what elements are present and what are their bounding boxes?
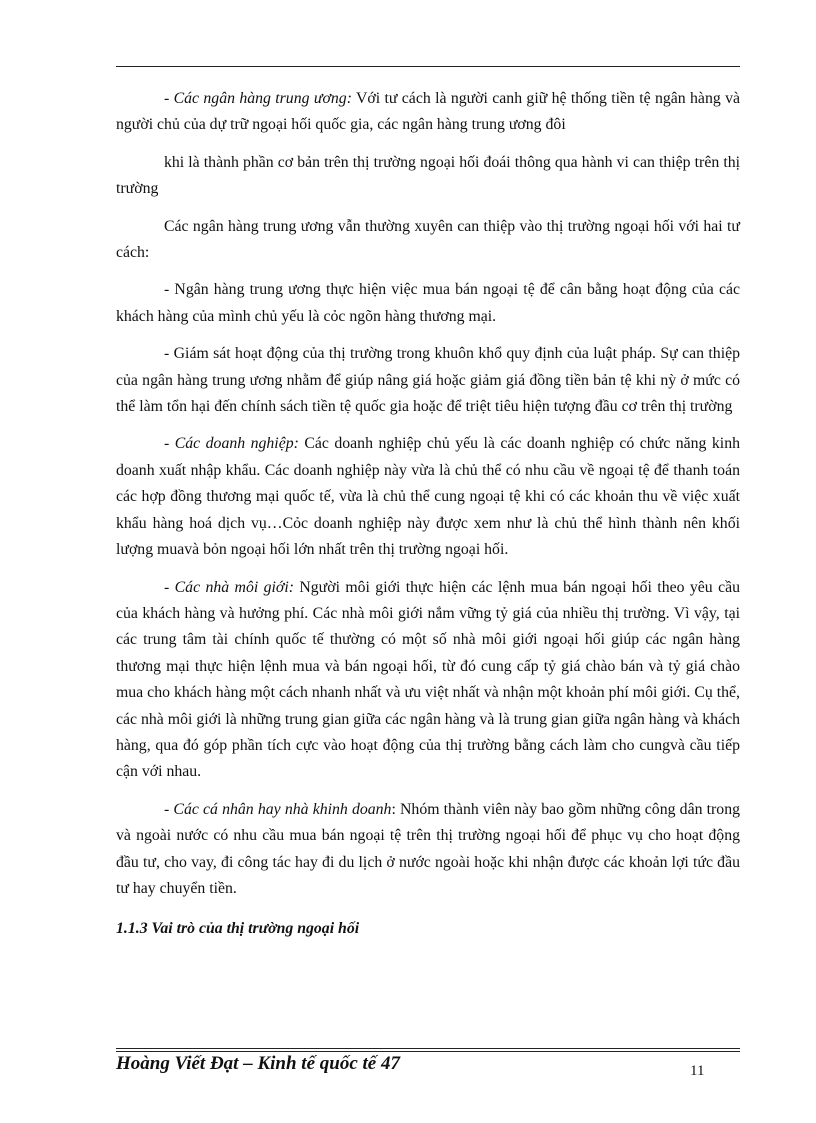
paragraph-text: Với tư cách là người canh giữ hệ thống tiền tệ ngân hàng và người chủ của dự trữ ngoại hối quốc gia, các ngân hàng trung ương đôi	[116, 90, 740, 134]
footer-rule-bottom	[116, 1051, 740, 1052]
paragraph-central-banks	[116, 86, 740, 139]
paragraph-text: Người môi giới thực hiện các lệnh mua bán ngoại hối theo yêu cầu của khách hàng và hưởng phí. Các nhà môi giới nắm vững tỷ giá của nhiều thị trường. Vì vậy, tại các trung tâm tài chính quốc tế thường có một số nhà môi giới ngoại hối giúp các ngân hàng thương mại thực hiện lệnh mua và bán ngoại hối, từ đó cung cấp tỷ giá chào bán và tỷ giá chào mua cho khách hàng một cách nhanh nhất và ưu việt nhất và nhận một khoản phí môi giới. Cụ thể, các nhà môi giới là những trung gian giữa các ngân hàng và là trung gian giữa ngân hàng và khách hàng, qua đó góp phần tích cực vào hoạt động của thị trường bằng cách làm cho cungvà cầu tiếp cận với nhau.	[116, 578, 740, 781]
paragraph-text: khi là thành phần cơ bản trên thị trường ngoại hối đoái thông qua hành vi can thiệp trên thị trường	[116, 153, 740, 198]
paragraph-lead: - Các cá nhân hay nhà khinh doanh	[164, 800, 392, 818]
footer-rule-top	[116, 1048, 740, 1049]
section-heading: 1.1.3 Vai trò của thị trường ngoại hối	[116, 920, 360, 938]
paragraph-text: - Giám sát hoạt động của thị trường trong khuôn khổ quy định của luật pháp. Sự can thiệp của ngân hàng trung ương nhằm để giúp nâng giá hoặc giảm giá đồng tiền bản tệ khi nỳ ở mức có thể làm tổn hại đến chính sách tiền tệ quốc gia hoặc để triệt tiêu hiện tượng đầu cơ trên thị trường	[116, 345, 740, 416]
paragraph-lead: - Các doanh nghiệp:	[164, 435, 299, 453]
footer-author: Hoàng Viết Đạt – Kinh tế quốc tế 47	[116, 1053, 400, 1074]
paragraph-text: Các ngân hàng trung ương vẫn thường xuyên can thiệp vào thị trường ngoại hối với hai tư cách:	[116, 217, 740, 262]
page-number: 11	[690, 1063, 705, 1079]
paragraph-supervision	[116, 341, 740, 420]
paragraph-buy-sell	[116, 277, 740, 330]
paragraph-enterprises	[116, 431, 740, 563]
paragraph-lead: - Các ngân hàng trung ương:	[164, 90, 352, 107]
paragraph-brokers	[116, 575, 740, 786]
header-rule	[116, 66, 740, 67]
paragraph-lead: - Các nhà môi giới:	[164, 578, 294, 596]
body-text	[116, 86, 740, 954]
paragraph-central-banks-cont	[116, 150, 740, 203]
paragraph-text: : Nhóm thành viên này bao gồm những công dân trong và ngoài nước có nhu cầu mua bán ngoại tệ trên thị trường ngoại hối để phục vụ cho hoạt động đầu tư, cho vay, đi công tác hay đi du lịch ở nước ngoài hoặc khi nhận được các khoản lợi tức đầu tư hay chuyển tiền.	[116, 800, 740, 897]
paragraph-text: Các doanh nghiệp chủ yếu là các doanh nghiệp có chức năng kinh doanh xuất nhập khẩu. Các doanh nghiệp này vừa là chủ thể có nhu cầu về ngoại tệ để thanh toán các hợp đồng thương mại quốc tế, vừa là chủ thể cung ngoại tệ khi có các khoản thu về việc xuất khẩu hàng hoá dịch vụ…Cỏc doanh nghiệp này được xem như là chủ thể hình thành nên khối lượng muavà bỏn ngoại hối lớn nhất trên thị trường ngoại hối.	[116, 435, 740, 559]
paragraph-individuals	[116, 797, 740, 903]
paragraph-text: - Ngân hàng trung ương thực hiện việc mua bán ngoại tệ để cân bằng hoạt động của các khách hàng của mình chủ yếu là cỏc ngõn hàng thương mại.	[116, 281, 740, 325]
paragraph-intervention	[116, 214, 740, 267]
